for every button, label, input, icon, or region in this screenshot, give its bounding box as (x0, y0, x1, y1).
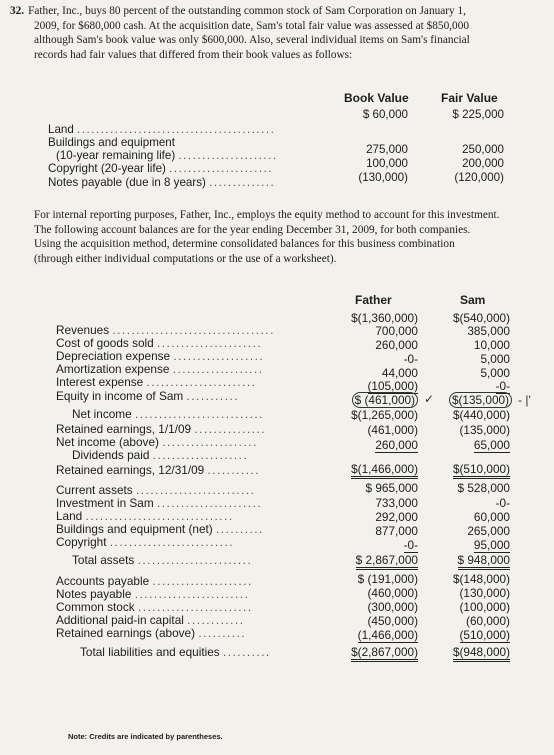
father-value-22: (450,000) (367, 614, 418, 628)
problem-line-3: although Sam's book value was only $600,000. Also, several individual items on Sam's financial (34, 34, 470, 47)
row-additional-paid-in-capital: Additional paid-in capital ............ (56, 613, 245, 627)
buildings-fair-value: 250,000 (462, 143, 504, 156)
father-value-4: -0- (403, 352, 418, 366)
row-current-assets: Current assets ......................... (56, 483, 256, 497)
sam-value-1: $(540,000) (452, 311, 510, 325)
row-net-income-above: Net income (above) .................... (56, 435, 258, 449)
row-investment-in-sam: Investment in Sam ...................... (56, 496, 263, 510)
annotation-dash: - |' (518, 393, 531, 407)
father-value-19: $ (191,000) (357, 572, 418, 586)
sam-value-20: (130,000) (459, 586, 510, 600)
header-father: Father (355, 293, 392, 307)
sam-value-23: (510,000) (459, 628, 510, 642)
sam-value-3: 10,000 (473, 338, 510, 352)
sam-value-19: $(148,000) (452, 572, 510, 586)
check-mark-icon: ✓ (424, 392, 435, 406)
instructions-line-1: For internal reporting purposes, Father, Inc., employs the equity method to account for this investment. (34, 209, 500, 221)
row-buildings-life: (10-year remaining life) ..................... (56, 149, 278, 162)
account-balances-table (56, 293, 536, 725)
row-buildings-equipment-net: Buildings and equipment (net) .......... (56, 522, 264, 536)
row-notes-payable: Notes payable (due in 8 years) .............. (48, 176, 276, 189)
sam-value-17: 95,000 (473, 538, 510, 552)
copyright-book-value: 100,000 (366, 157, 408, 170)
sam-value-2: 385,000 (467, 324, 510, 338)
father-value-16: 877,000 (375, 524, 418, 538)
father-value-15: 292,000 (375, 510, 418, 524)
father-value-8: $(1,265,000) (351, 408, 418, 422)
land-book-value: $ 60,000 (362, 108, 408, 121)
row-buildings: Buildings and equipment (48, 136, 175, 149)
row-accounts-payable: Accounts payable ..................... (56, 574, 253, 588)
row-retained-earnings-above: Retained earnings (above) .......... (56, 626, 247, 640)
sam-value-16: 265,000 (467, 524, 510, 538)
father-value-21: (300,000) (367, 600, 418, 614)
copyright-fair-value: 200,000 (462, 157, 504, 170)
buildings-book-value: 275,000 (366, 143, 408, 156)
row-copyright: Copyright (20-year life) ...................... (48, 162, 274, 175)
row-revenues: Revenues .................................. (56, 323, 275, 337)
sam-value-13: $ 528,000 (457, 481, 510, 495)
fair-value-table (48, 91, 518, 191)
row-depreciation-expense: Depreciation expense ................... (56, 349, 265, 363)
row-common-stock: Common stock ........................ (56, 600, 253, 614)
father-value-17: -0- (403, 538, 418, 552)
sam-value-18: $ 948,000 (458, 553, 510, 567)
sam-value-7: $(135,000) (449, 393, 512, 407)
problem-line-2: 2009, for $680,000 cash. At the acquisition date, Sam's total fair value was assessed at $850,000 (34, 19, 469, 32)
row-amortization-expense: Amortization expense ................... (56, 362, 264, 376)
row-equity-in-income: Equity in income of Sam ........... (56, 389, 240, 403)
problem-statement (10, 4, 544, 62)
father-value-7: $ (461,000) (352, 393, 418, 407)
father-value-10: 260,000 (375, 438, 418, 452)
sam-value-22: (60,000) (466, 614, 510, 628)
sam-value-9: (135,000) (459, 423, 510, 437)
row-land: Land .......................................... (48, 123, 276, 136)
row-notes-payable-balance: Notes payable ........................ (56, 587, 250, 601)
row-net-income: Net income ........................... (72, 407, 264, 421)
father-value-20: (460,000) (367, 586, 418, 600)
header-sam: Sam (460, 293, 486, 307)
father-value-24: $(2,867,000) (351, 645, 418, 659)
header-fair-value: Fair Value (441, 91, 498, 105)
father-value-13: $ 965,000 (365, 481, 418, 495)
row-copyright-balance: Copyright .......................... (56, 535, 234, 549)
row-cost-of-goods-sold: Cost of goods sold ...................... (56, 336, 263, 350)
instructions-line-2: The following account balances are for the year ending December 31, 2009, for both companies. (34, 223, 471, 236)
sam-value-14: -0- (495, 496, 510, 510)
father-value-5: 44,000 (381, 366, 418, 380)
instructions-paragraph (34, 208, 546, 266)
problem-line-1: Father, Inc., buys 80 percent of the outstanding common stock of Sam Corporation on January 1, (28, 5, 466, 17)
father-value-18: $ 2,867,000 (356, 553, 418, 567)
sam-value-5: 5,000 (480, 366, 510, 380)
sam-value-12: $(510,000) (453, 462, 510, 476)
problem-number: 32. (10, 5, 25, 17)
notes-book-value: (130,000) (358, 171, 408, 184)
instructions-line-4: (through either individual computations or the use of a worksheet). (34, 252, 337, 265)
sam-value-21: (100,000) (459, 600, 510, 614)
land-fair-value: $ 225,000 (452, 108, 504, 121)
footnote: Note: Credits are indicated by parentheses. (68, 732, 223, 741)
father-value-1: $(1,360,000) (351, 311, 418, 325)
father-value-3: 260,000 (375, 338, 418, 352)
father-value-6: (105,000) (367, 379, 418, 393)
sam-value-24: $(948,000) (453, 645, 510, 659)
problem-line-4: records had fair values that differed from their book values as follows: (34, 48, 353, 61)
sam-value-8: $(440,000) (452, 408, 510, 422)
father-value-14: 733,000 (375, 496, 418, 510)
row-land-balance: Land ............................... (56, 509, 234, 523)
notes-fair-value: (120,000) (454, 171, 504, 184)
sam-value-4: 5,000 (480, 352, 510, 366)
sam-value-6: -0- (495, 379, 510, 393)
header-book-value: Book Value (344, 91, 409, 105)
father-value-23: (1,466,000) (357, 628, 418, 642)
row-total-assets: Total assets ........................ (72, 553, 253, 567)
father-value-9: (461,000) (367, 423, 418, 437)
row-dividends-paid: Dividends paid .................... (72, 448, 249, 462)
father-value-12: $(1,466,000) (351, 462, 418, 476)
instructions-line-3: Using the acquisition method, determine consolidated balances for this business combination (34, 238, 455, 251)
sam-value-15: 60,000 (473, 510, 510, 524)
row-interest-expense: Interest expense ....................... (56, 375, 257, 389)
row-retained-earnings-end: Retained earnings, 12/31/09 ........... (56, 463, 261, 477)
sam-value-10: 65,000 (473, 438, 510, 452)
row-retained-earnings-begin: Retained earnings, 1/1/09 ............... (56, 422, 267, 436)
father-value-2: 700,000 (375, 324, 418, 338)
row-total-liabilities-equities: Total liabilities and equities .......... (80, 645, 271, 659)
